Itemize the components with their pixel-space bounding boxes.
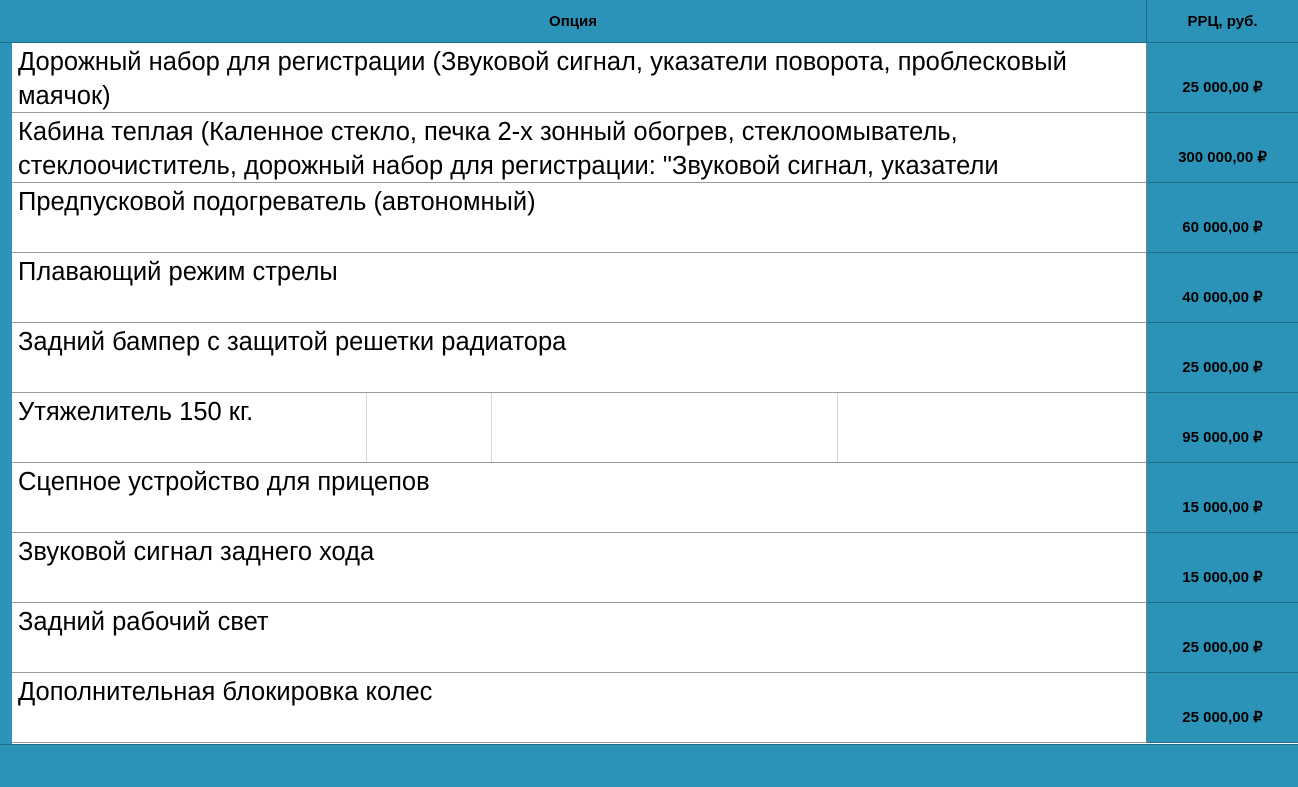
option-cell[interactable]: Звуковой сигнал заднего хода xyxy=(12,533,1147,603)
table-row xyxy=(12,463,1298,533)
option-cell[interactable]: Кабина теплая (Каленное стекло, печка 2-х зонный обогрев, стеклоомыватель, стеклоочиститель, дорожный набор для регистрации: "Звуковой сигнал, указатели xyxy=(12,113,1147,183)
table-row xyxy=(12,183,1298,253)
table-row xyxy=(12,533,1298,603)
option-cell[interactable]: Задний бампер с защитой решетки радиатора xyxy=(12,323,1147,393)
option-cell[interactable]: Задний рабочий свет xyxy=(12,603,1147,673)
cell-gridline xyxy=(837,393,838,462)
table-footer-band xyxy=(0,744,1298,787)
price-cell[interactable]: 300 000,00 ₽ xyxy=(1147,113,1298,183)
option-cell[interactable]: Дополнительная блокировка колес xyxy=(12,673,1147,743)
option-cell[interactable]: Плавающий режим стрелы xyxy=(12,253,1147,323)
price-cell[interactable]: 25 000,00 ₽ xyxy=(1147,603,1298,673)
header-option: Опция xyxy=(0,0,1147,43)
cell-gridline xyxy=(491,393,492,462)
header-price: РРЦ, руб. xyxy=(1147,0,1298,43)
left-margin-strip xyxy=(0,43,12,744)
price-cell[interactable]: 15 000,00 ₽ xyxy=(1147,533,1298,603)
table-row xyxy=(12,673,1298,743)
table-row xyxy=(12,393,1298,463)
option-cell[interactable]: Сцепное устройство для прицепов xyxy=(12,463,1147,533)
price-cell[interactable]: 25 000,00 ₽ xyxy=(1147,323,1298,393)
table-row xyxy=(12,43,1298,113)
table-row xyxy=(12,603,1298,673)
price-cell[interactable]: 25 000,00 ₽ xyxy=(1147,673,1298,743)
price-cell[interactable]: 25 000,00 ₽ xyxy=(1147,43,1298,113)
price-cell[interactable]: 15 000,00 ₽ xyxy=(1147,463,1298,533)
table-row xyxy=(12,253,1298,323)
price-cell[interactable]: 95 000,00 ₽ xyxy=(1147,393,1298,463)
option-cell[interactable]: Предпусковой подогреватель (автономный) xyxy=(12,183,1147,253)
price-cell[interactable]: 40 000,00 ₽ xyxy=(1147,253,1298,323)
price-cell[interactable]: 60 000,00 ₽ xyxy=(1147,183,1298,253)
option-cell[interactable]: Дорожный набор для регистрации (Звуковой сигнал, указатели поворота, проблесковый маячок) xyxy=(12,43,1147,113)
table-row xyxy=(12,113,1298,183)
option-cell[interactable]: Утяжелитель 150 кг. xyxy=(12,393,1147,463)
cell-gridline xyxy=(366,393,367,462)
table-row xyxy=(12,323,1298,393)
